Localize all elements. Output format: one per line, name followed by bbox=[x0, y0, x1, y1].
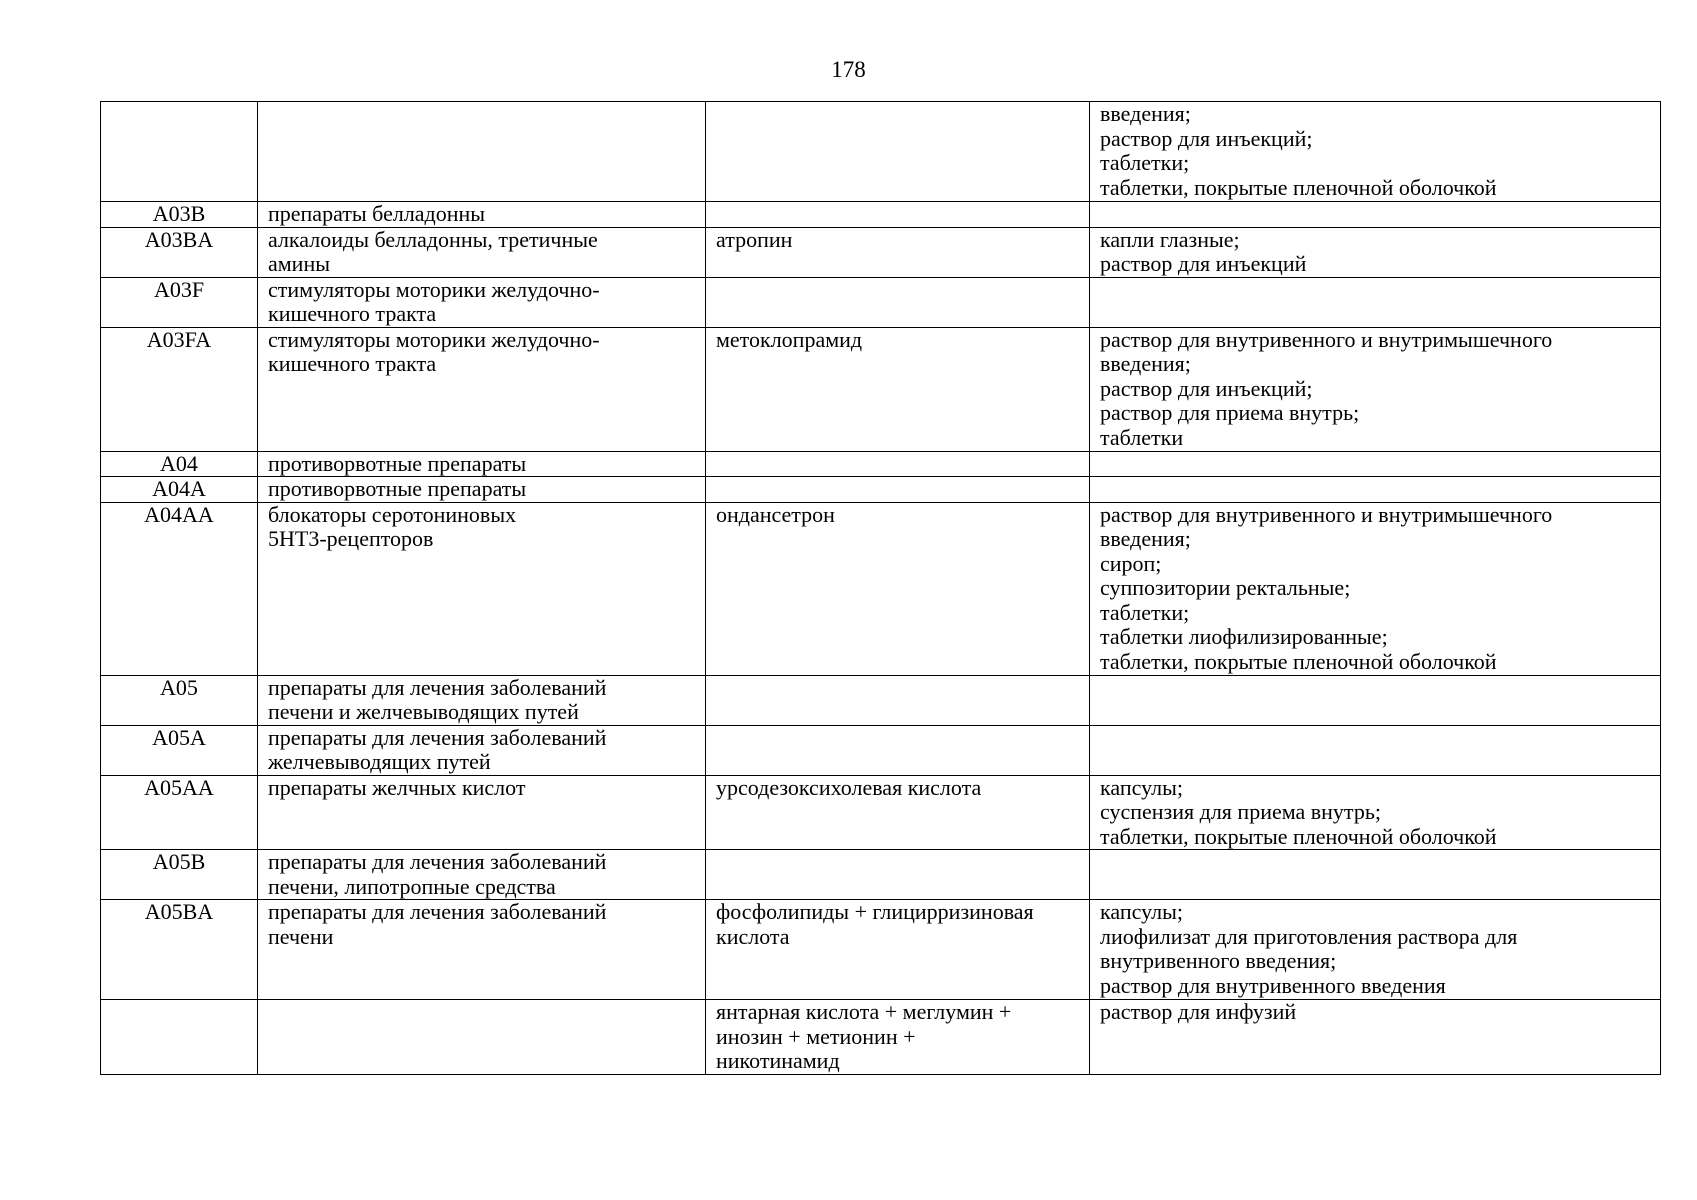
drug-cell: атропин bbox=[706, 227, 1090, 277]
table-row bbox=[101, 775, 1661, 850]
table-row bbox=[101, 102, 1661, 202]
drug-cell: янтарная кислота + меглумин + инозин + метионин + никотинамид bbox=[706, 1000, 1090, 1075]
drug-cell bbox=[706, 725, 1090, 775]
group-cell: блокаторы серотониновых 5HT3-рецепторов bbox=[258, 502, 706, 675]
atc-code-cell bbox=[101, 1000, 258, 1075]
atc-code-cell: A04A bbox=[101, 477, 258, 503]
drug-cell bbox=[706, 451, 1090, 477]
atc-code-cell: A03BA bbox=[101, 227, 258, 277]
drug-cell: метоклопрамид bbox=[706, 327, 1090, 451]
drug-cell bbox=[706, 277, 1090, 327]
table-row bbox=[101, 675, 1661, 725]
group-cell: препараты для лечения заболеваний желчевыводящих путей bbox=[258, 725, 706, 775]
group-cell: препараты для лечения заболеваний печени, липотропные средства bbox=[258, 850, 706, 900]
group-cell: стимуляторы моторики желудочно- кишечного тракта bbox=[258, 327, 706, 451]
forms-cell: раствор для внутривенного и внутримышечного введения; раствор для инъекций; раствор для приема внутрь; таблетки bbox=[1090, 327, 1661, 451]
drug-cell bbox=[706, 102, 1090, 202]
group-cell: препараты белладонны bbox=[258, 202, 706, 228]
group-cell: препараты для лечения заболеваний печени bbox=[258, 900, 706, 1000]
drug-cell bbox=[706, 477, 1090, 503]
page-number: 178 bbox=[831, 57, 866, 82]
atc-code-cell bbox=[101, 102, 258, 202]
atc-code-cell: A04 bbox=[101, 451, 258, 477]
atc-code-cell: A03FA bbox=[101, 327, 258, 451]
group-cell: противорвотные препараты bbox=[258, 451, 706, 477]
forms-cell bbox=[1090, 477, 1661, 503]
atc-code-cell: A05 bbox=[101, 675, 258, 725]
atc-code-cell: A05B bbox=[101, 850, 258, 900]
table-row bbox=[101, 327, 1661, 451]
atc-code-cell: A03F bbox=[101, 277, 258, 327]
table-row bbox=[101, 477, 1661, 503]
forms-cell: раствор для инфузий bbox=[1090, 1000, 1661, 1075]
forms-cell: раствор для внутривенного и внутримышечного введения; сироп; суппозитории ректальные; таблетки; таблетки лиофилизированные; таблетки, покрытые пленочной оболочкой bbox=[1090, 502, 1661, 675]
group-cell: алкалоиды белладонны, третичные амины bbox=[258, 227, 706, 277]
group-cell: препараты желчных кислот bbox=[258, 775, 706, 850]
table-row bbox=[101, 850, 1661, 900]
table-row bbox=[101, 451, 1661, 477]
table-row bbox=[101, 900, 1661, 1000]
atc-code-cell: A05AA bbox=[101, 775, 258, 850]
table-row bbox=[101, 277, 1661, 327]
drug-cell: фосфолипиды + глицирризиновая кислота bbox=[706, 900, 1090, 1000]
forms-cell bbox=[1090, 675, 1661, 725]
drug-cell bbox=[706, 202, 1090, 228]
table-row bbox=[101, 1000, 1661, 1075]
forms-cell bbox=[1090, 277, 1661, 327]
forms-cell: капли глазные; раствор для инъекций bbox=[1090, 227, 1661, 277]
forms-cell bbox=[1090, 451, 1661, 477]
table-row bbox=[101, 227, 1661, 277]
atc-code-cell: A04AA bbox=[101, 502, 258, 675]
group-cell: противорвотные препараты bbox=[258, 477, 706, 503]
forms-cell: капсулы; суспензия для приема внутрь; таблетки, покрытые пленочной оболочкой bbox=[1090, 775, 1661, 850]
atc-code-cell: A05A bbox=[101, 725, 258, 775]
drug-table bbox=[100, 101, 1661, 1075]
atc-code-cell: A05BA bbox=[101, 900, 258, 1000]
forms-cell: капсулы; лиофилизат для приготовления раствора для внутривенного введения; раствор для внутривенного введения bbox=[1090, 900, 1661, 1000]
group-cell: стимуляторы моторики желудочно- кишечного тракта bbox=[258, 277, 706, 327]
forms-cell: введения; раствор для инъекций; таблетки; таблетки, покрытые пленочной оболочкой bbox=[1090, 102, 1661, 202]
group-cell: препараты для лечения заболеваний печени и желчевыводящих путей bbox=[258, 675, 706, 725]
group-cell bbox=[258, 102, 706, 202]
forms-cell bbox=[1090, 202, 1661, 228]
forms-cell bbox=[1090, 850, 1661, 900]
drug-cell: урсодезоксихолевая кислота bbox=[706, 775, 1090, 850]
drug-cell bbox=[706, 850, 1090, 900]
forms-cell bbox=[1090, 725, 1661, 775]
table-row bbox=[101, 502, 1661, 675]
table-row bbox=[101, 725, 1661, 775]
drug-cell: ондансетрон bbox=[706, 502, 1090, 675]
group-cell bbox=[258, 1000, 706, 1075]
drug-cell bbox=[706, 675, 1090, 725]
table-row bbox=[101, 202, 1661, 228]
atc-code-cell: A03B bbox=[101, 202, 258, 228]
